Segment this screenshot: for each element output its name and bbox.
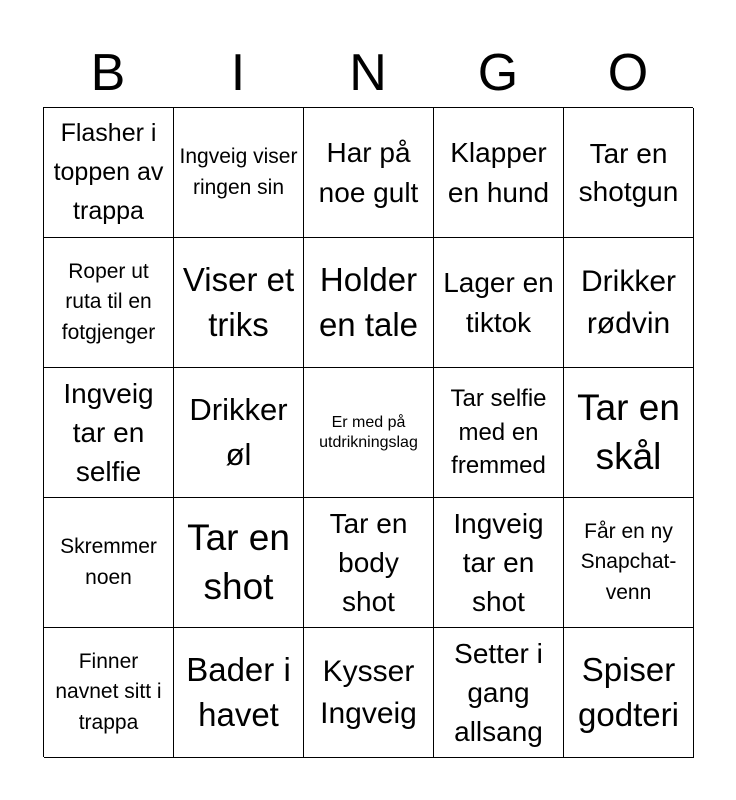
bingo-cell-r5c1[interactable] [44,628,174,758]
cell-text: Roper ut ruta til en fotgjenger [61,259,156,344]
header-letter-g: G [477,44,519,102]
bingo-cell-r1c4[interactable] [434,108,564,238]
bingo-cell-r5c5[interactable] [564,628,694,758]
bingo-cell-r5c4[interactable] [434,628,564,758]
bingo-cell-r3c5[interactable] [564,368,694,498]
bingo-cell-r2c4[interactable] [434,238,564,368]
bingo-cell-r2c2[interactable] [174,238,304,368]
cell-text: Flasher i toppen av trappa [53,119,164,225]
bingo-cell-r3c4[interactable] [434,368,564,498]
bingo-cell-r5c2[interactable] [174,628,304,758]
cell-text: Skremmer noen [60,535,157,589]
cell-text: Ingveig tar en shot [453,507,544,618]
bingo-cell-r2c3[interactable] [304,238,434,368]
cell-text: Holder en tale [318,260,419,343]
bingo-cell-r2c5[interactable] [564,238,694,368]
bingo-cell-r1c1[interactable] [44,108,174,238]
header-letter-i: I [230,44,246,102]
bingo-cell-r4c5[interactable] [564,498,694,628]
bingo-cell-r4c1[interactable] [44,498,174,628]
bingo-cell-r1c5[interactable] [564,108,694,238]
bingo-cell-r3c2[interactable] [174,368,304,498]
cell-text: Kysser Ingveig [320,654,417,730]
bingo-cell-r2c1[interactable] [44,238,174,368]
header-letter-n: N [349,44,387,102]
bingo-cell-r1c2[interactable] [174,108,304,238]
cell-text: Klapper en hund [447,137,550,208]
cell-text: Har på noe gult [318,137,419,208]
cell-text: Tar selfie med en fremmed [450,385,547,480]
cell-text: Ingveig tar en selfie [63,377,154,488]
cell-text: Tar en skål [577,387,680,477]
cell-text: Drikker øl [189,391,288,472]
bingo-cell-r5c3[interactable] [304,628,434,758]
cell-text: Er med på utdrikningslag [319,413,418,451]
cell-text: Tar en body shot [329,507,408,618]
cell-text: Får en ny Snapchat-venn [580,519,677,604]
cell-text: Tar en shot [187,517,290,607]
bingo-board [43,107,693,757]
bingo-cell-r3c3 free-space[interactable] [304,368,434,498]
cell-text: Setter i gang allsang [454,637,543,748]
bingo-cell-r4c2[interactable] [174,498,304,628]
bingo-cell-r3c1[interactable] [44,368,174,498]
bingo-cell-r4c3[interactable] [304,498,434,628]
cell-text: Viser et triks [182,260,295,343]
cell-text: Bader i havet [186,650,291,733]
bingo-header [43,38,693,108]
cell-text: Drikker rødvin [581,264,676,340]
cell-text: Tar en shotgun [578,137,679,207]
cell-text: Lager en tiktok [443,267,554,338]
header-letter-o: O [607,44,649,102]
bingo-cell-r1c3[interactable] [304,108,434,238]
cell-text: Ingveig viser ringen sin [179,145,298,199]
cell-text: Spiser godteri [578,650,679,733]
header-letter-b: B [90,44,126,102]
cell-text: Finner navnet sitt i trappa [55,649,162,734]
bingo-cell-r4c4[interactable] [434,498,564,628]
